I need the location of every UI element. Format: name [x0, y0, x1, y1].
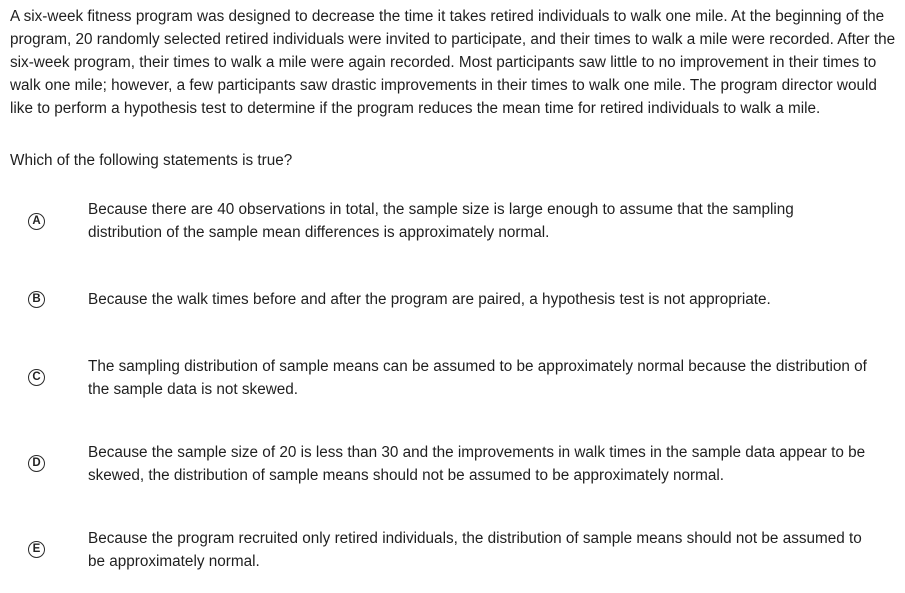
answer-choice-c[interactable]	[0, 355, 905, 403]
choice-text-d: Because the sample size of 20 is less than 30 and the improvements in walk times in the sample data appear to be skewed, the distribution of sample means should not be assumed to be approximately normal.	[88, 444, 866, 484]
choice-letter-c[interactable]: C	[28, 369, 45, 386]
choice-text-b: Because the walk times before and after the program are paired, a hypothesis test is not appropriate.	[88, 291, 771, 308]
answer-choice-e[interactable]	[0, 527, 905, 575]
choice-letter-a[interactable]: A	[28, 213, 45, 230]
choice-letter-e[interactable]: E	[28, 541, 45, 558]
answer-choice-a[interactable]	[0, 198, 905, 246]
question-stem: A six-week fitness program was designed to decrease the time it takes retired individuals to walk one mile. At the beginning of the program, 20 randomly selected retired individuals were invited to participate, and their times to walk a mile were recorded. After the six-week program, their times to walk a mile were again recorded. Most participants saw little to no improvement in their times to walk one mile; however, a few participants saw drastic improvements in their times to walk one mile. The program director would like to perform a hypothesis test to determine if the program reduces the mean time for retired individuals to walk a mile.	[10, 8, 896, 117]
question-prompt: Which of the following statements is true?	[10, 152, 293, 169]
answer-choice-d[interactable]	[0, 441, 905, 489]
choice-text-c: The sampling distribution of sample means can be assumed to be approximately normal because the distribution of the sample data is not skewed.	[88, 358, 867, 398]
choice-letter-b[interactable]: B	[28, 291, 45, 308]
choice-text-e: Because the program recruited only retired individuals, the distribution of sample means should not be assumed to be approximately normal.	[88, 530, 862, 570]
choice-text-a: Because there are 40 observations in total, the sample size is large enough to assume that the sampling distribution of the sample mean differences is approximately normal.	[88, 201, 794, 241]
choice-letter-d[interactable]: D	[28, 455, 45, 472]
answer-choice-b[interactable]	[0, 288, 905, 312]
